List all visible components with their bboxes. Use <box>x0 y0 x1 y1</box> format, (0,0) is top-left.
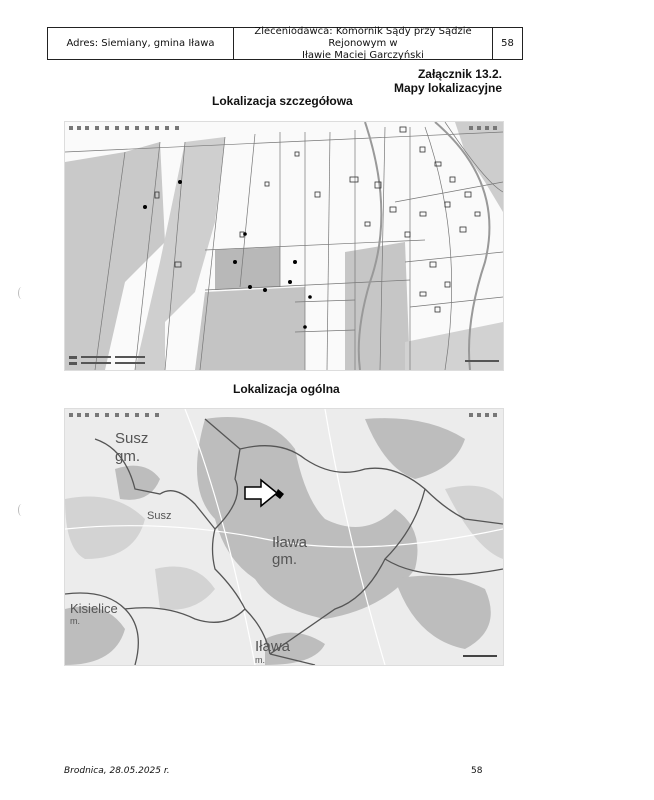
address-cell: Adres: Siemiany, gmina Iława <box>48 28 234 59</box>
label-susz-gm: Susz <box>115 430 149 447</box>
general-map-title: Lokalizacja ogólna <box>233 382 340 396</box>
attachment-heading <box>394 67 502 95</box>
label-susz-gm-suffix: gm. <box>115 448 141 465</box>
client-line-2: Iławie Maciej Garczyński <box>302 49 424 61</box>
general-map <box>64 408 504 666</box>
label-ilawa-gm-suffix: gm. <box>272 551 298 568</box>
detail-map-title: Lokalizacja szczegółowa <box>212 94 353 108</box>
client-line-1: Zleceniodawca: Komornik Sądy przy Sądzie Rejonowym w <box>254 25 472 49</box>
detail-map-image <box>65 122 503 370</box>
label-ilawa-gm: Iława <box>272 534 308 551</box>
label-kisielice: Kisielice <box>70 601 118 616</box>
footer-place-date: Brodnica, 28.05.2025 r. <box>64 766 170 776</box>
header-table <box>47 27 523 60</box>
general-map-image <box>65 409 503 665</box>
label-ilawa-town: Iława <box>255 638 291 655</box>
attachment-number: Załącznik 13.2. <box>417 67 502 81</box>
footer-page-number: 58 <box>471 766 483 776</box>
label-kisielice-m: m. <box>70 616 80 626</box>
label-ilawa-m: m. <box>255 655 265 665</box>
margin-mark <box>18 504 25 516</box>
label-susz-town: Susz <box>147 510 172 522</box>
margin-mark <box>18 287 25 299</box>
attachment-subtitle: Mapy lokalizacyjne <box>393 81 502 95</box>
header-page-number: 58 <box>501 38 514 49</box>
client-cell <box>234 25 493 61</box>
detail-map <box>64 121 504 371</box>
